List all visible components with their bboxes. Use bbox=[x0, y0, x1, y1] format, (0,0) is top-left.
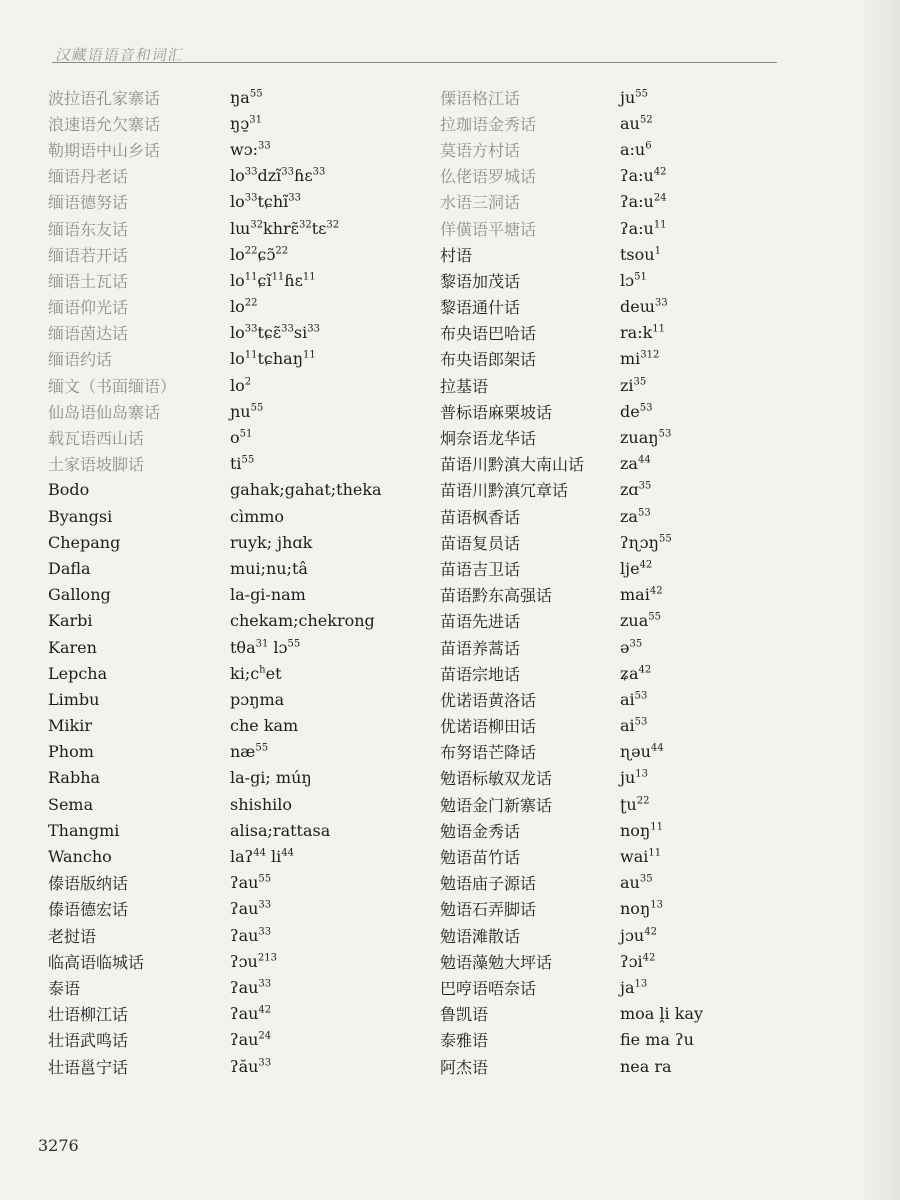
word-form: $za^{44}$ bbox=[620, 454, 651, 474]
language-name: 莫语方村话 bbox=[440, 140, 521, 160]
language-name: 勉语石弄脚话 bbox=[440, 900, 537, 920]
entry-row bbox=[48, 922, 428, 948]
word-form: $lo^{33}tɕhĩ^{33}$ bbox=[230, 192, 302, 212]
language-name: Bodo bbox=[48, 480, 90, 500]
language-name: 优诺语柳田话 bbox=[440, 717, 537, 737]
language-name: 泰语 bbox=[48, 978, 81, 998]
word-form: tsou$^1$ bbox=[620, 244, 661, 264]
entry-row bbox=[440, 817, 820, 843]
language-name: 布央语巴哈话 bbox=[440, 324, 537, 344]
entry-row bbox=[440, 84, 820, 110]
entry-row bbox=[440, 267, 820, 293]
language-name: 勉语苗竹话 bbox=[440, 848, 521, 868]
language-name: 苗语枫香话 bbox=[440, 507, 521, 527]
language-name: 缅语土瓦话 bbox=[48, 271, 129, 291]
page-number: 3276 bbox=[38, 1136, 79, 1155]
language-name: 佯僙语平塘话 bbox=[440, 219, 537, 239]
word-form: deɯ$^{33}$ bbox=[620, 297, 668, 317]
word-form: $ʔa:u^{42}$ bbox=[620, 166, 667, 186]
language-name: Byangsi bbox=[48, 506, 113, 526]
language-name: 苗语先进话 bbox=[440, 612, 521, 632]
language-name: 拉珈语金秀话 bbox=[440, 114, 537, 134]
language-name: Lepcha bbox=[48, 663, 108, 683]
entry-row bbox=[48, 817, 428, 843]
word-form: $næ^{55}$ bbox=[230, 742, 269, 762]
entry-row bbox=[48, 215, 428, 241]
entry-row bbox=[440, 634, 820, 660]
entry-row bbox=[48, 974, 428, 1000]
entry-row bbox=[440, 843, 820, 869]
entry-row bbox=[48, 136, 428, 162]
entry-row bbox=[48, 451, 428, 477]
word-form: ruyk; jhɑk bbox=[230, 532, 313, 552]
entry-row bbox=[48, 372, 428, 398]
word-form: laʔ$^{44}$ $li^{44}$ bbox=[230, 847, 295, 867]
word-form: che kam bbox=[230, 716, 299, 736]
entry-row bbox=[48, 739, 428, 765]
language-name: 泰雅语 bbox=[440, 1031, 489, 1051]
word-form: $ju^{13}$ bbox=[620, 768, 648, 788]
word-form: $mi^{312}$ bbox=[620, 349, 660, 369]
language-name: 勉语标敏双龙话 bbox=[440, 769, 553, 789]
language-name: 阿杰语 bbox=[440, 1057, 489, 1077]
language-name: 壮语武鸣话 bbox=[48, 1031, 129, 1051]
entry-row bbox=[440, 608, 820, 634]
entry-row bbox=[48, 241, 428, 267]
word-form: $lo^{22}$ bbox=[230, 297, 258, 317]
word-form: $ai^{53}$ bbox=[620, 689, 648, 709]
word-form: fie ma ʔu bbox=[620, 1030, 694, 1050]
entry-row bbox=[440, 241, 820, 267]
word-form: $a:u^6$ bbox=[620, 139, 652, 159]
word-form: ʔău$^{33}$ bbox=[230, 1056, 272, 1076]
left-column bbox=[48, 84, 428, 1079]
word-form: $au^{52}$ bbox=[620, 113, 653, 133]
header-rule bbox=[52, 62, 777, 63]
entry-row bbox=[440, 398, 820, 424]
entry-row bbox=[48, 713, 428, 739]
word-form: ʑa$^{42}$ bbox=[620, 663, 652, 683]
language-name: 苗语黔东高强话 bbox=[440, 586, 553, 606]
entry-row bbox=[440, 529, 820, 555]
entry-row bbox=[48, 686, 428, 712]
word-form: ʔɔi$^{42}$ bbox=[620, 951, 656, 971]
language-name: 黎语加茂话 bbox=[440, 271, 521, 291]
word-form: ʈu$^{22}$ bbox=[620, 794, 650, 814]
language-name: 缅语若开话 bbox=[48, 245, 129, 265]
entry-row bbox=[48, 529, 428, 555]
word-form: $o^{51}$ bbox=[230, 428, 253, 448]
word-form: tθa$^{31}$ lɔ$^{55}$ bbox=[230, 637, 301, 657]
entry-row bbox=[48, 791, 428, 817]
entry-row bbox=[440, 948, 820, 974]
language-name: 傣语版纳话 bbox=[48, 874, 129, 894]
entry-row bbox=[48, 320, 428, 346]
language-name: 缅语仰光话 bbox=[48, 298, 129, 318]
language-name: Gallong bbox=[48, 585, 111, 605]
entry-row bbox=[440, 555, 820, 581]
entry-row bbox=[440, 320, 820, 346]
word-form: $lo^{22}ɕɔ̃^{22}$ bbox=[230, 244, 289, 264]
language-name: 仫佬语罗城话 bbox=[440, 167, 537, 187]
entry-row bbox=[440, 974, 820, 1000]
word-form: alisa;rattasa bbox=[230, 820, 331, 840]
entry-row bbox=[440, 503, 820, 529]
word-form: cìmmo bbox=[230, 506, 285, 526]
word-form: ɲu$^{55}$ bbox=[230, 401, 264, 421]
word-form: la-gi; múŋ bbox=[230, 768, 312, 788]
word-form: shishilo bbox=[230, 794, 293, 814]
entry-row bbox=[440, 739, 820, 765]
language-name: Wancho bbox=[48, 847, 112, 867]
word-form: ŋɔ̱$^{31}$ bbox=[230, 113, 262, 133]
word-form: $lo^{11}tɕhaŋ^{11}$ bbox=[230, 349, 316, 369]
word-form: $lo^{11}ɕĩ^{11}ɦɛ^{11}$ bbox=[230, 270, 316, 290]
word-form: lɯ$^{32}$khrɛ̃$^{32}$tɛ$^{32}$ bbox=[230, 218, 340, 238]
language-name: 布努语芒降话 bbox=[440, 743, 537, 763]
word-form: lɔ$^{51}$ bbox=[620, 270, 647, 290]
word-form: zɑ$^{35}$ bbox=[620, 480, 652, 500]
entry-row bbox=[440, 686, 820, 712]
language-name: 傣语德宏话 bbox=[48, 900, 129, 920]
word-form: gahak;gahat;theka bbox=[230, 480, 382, 500]
language-name: 鲁凯语 bbox=[440, 1005, 489, 1025]
word-form: $lo^{33}tɕɛ̃^{33}si^{33}$ bbox=[230, 323, 320, 343]
word-form: mui;nu;tâ bbox=[230, 558, 308, 578]
language-name: 布央语郎架话 bbox=[440, 350, 537, 370]
entry-row bbox=[48, 503, 428, 529]
entry-row bbox=[440, 294, 820, 320]
language-name: 缅语茵达话 bbox=[48, 324, 129, 344]
entry-row bbox=[440, 346, 820, 372]
entry-row bbox=[440, 477, 820, 503]
word-form: chekam;chekrong bbox=[230, 611, 375, 631]
language-name: 水语三洞话 bbox=[440, 193, 521, 213]
entry-row bbox=[48, 1027, 428, 1053]
entry-row bbox=[440, 1053, 820, 1079]
entry-row bbox=[440, 922, 820, 948]
word-form: $lo^2$ bbox=[230, 375, 252, 395]
word-form: nea ra bbox=[620, 1056, 672, 1076]
language-name: 勉语金门新寨话 bbox=[440, 795, 553, 815]
entry-row bbox=[440, 424, 820, 450]
entry-row bbox=[48, 84, 428, 110]
entry-row bbox=[440, 582, 820, 608]
entry-row bbox=[48, 346, 428, 372]
entry-row bbox=[48, 896, 428, 922]
running-header: 汉藏语语音和词汇 bbox=[54, 46, 186, 64]
word-form: pɔŋma bbox=[230, 689, 285, 709]
language-name: Sema bbox=[48, 794, 94, 814]
entry-row bbox=[48, 110, 428, 136]
word-form: moa ḽi kay bbox=[620, 1004, 704, 1024]
word-form: noŋ$^{11}$ bbox=[620, 820, 663, 840]
word-form: ə$^{35}$ bbox=[620, 637, 643, 657]
entry-row bbox=[440, 163, 820, 189]
word-form: $ʔa:u^{24}$ bbox=[620, 192, 667, 212]
entry-row bbox=[48, 424, 428, 450]
language-name: 拉基语 bbox=[440, 376, 489, 396]
language-name: 苗语吉卫话 bbox=[440, 559, 521, 579]
language-name: 巴哼语唔奈话 bbox=[440, 978, 537, 998]
word-form: ʔau$^{24}$ bbox=[230, 1030, 272, 1050]
entry-row bbox=[48, 163, 428, 189]
entry-row bbox=[48, 765, 428, 791]
entry-row bbox=[440, 896, 820, 922]
language-name: 缅语德努话 bbox=[48, 193, 129, 213]
entry-row bbox=[440, 136, 820, 162]
word-form: $ra:k^{11}$ bbox=[620, 323, 666, 343]
language-name: Mikir bbox=[48, 716, 92, 736]
entry-row bbox=[440, 189, 820, 215]
language-name: 缅语丹老话 bbox=[48, 167, 129, 187]
word-form: $ai^{53}$ bbox=[620, 716, 648, 736]
language-name: 缅语东友话 bbox=[48, 219, 129, 239]
language-name: Karbi bbox=[48, 611, 93, 631]
entry-row bbox=[48, 294, 428, 320]
word-form: $ŋa^{55}$ bbox=[230, 87, 263, 107]
entry-row bbox=[48, 555, 428, 581]
word-form: ʔɳɔŋ$^{55}$ bbox=[620, 532, 672, 552]
language-name: 苗语川黔滇大南山话 bbox=[440, 455, 585, 475]
language-name: 老挝语 bbox=[48, 926, 97, 946]
word-form: wɔ:$^{33}$ bbox=[230, 139, 271, 159]
word-form: ʔau$^{33}$ bbox=[230, 899, 272, 919]
entry-row bbox=[48, 477, 428, 503]
entry-row bbox=[440, 1027, 820, 1053]
word-form: $ja^{13}$ bbox=[620, 977, 648, 997]
entry-row bbox=[48, 189, 428, 215]
entry-row bbox=[440, 660, 820, 686]
entry-row bbox=[440, 765, 820, 791]
entry-row bbox=[48, 582, 428, 608]
language-name: 勒期语中山乡话 bbox=[48, 140, 161, 160]
language-name: 波拉语孔家寨话 bbox=[48, 88, 161, 108]
entry-row bbox=[440, 110, 820, 136]
entry-row bbox=[48, 1053, 428, 1079]
language-name: 浪速语允欠寨话 bbox=[48, 114, 161, 134]
word-form: mai$^{42}$ bbox=[620, 585, 663, 605]
word-form: ʔau$^{55}$ bbox=[230, 873, 272, 893]
word-form: $ki;c^het$ bbox=[230, 663, 282, 683]
language-name: 普标语麻栗坡话 bbox=[440, 402, 553, 422]
language-name: 傈语格江话 bbox=[440, 88, 521, 108]
word-form: $zi^{35}$ bbox=[620, 375, 647, 395]
word-form: $lo^{33}dzĩ^{33}ɦɛ^{33}$ bbox=[230, 166, 326, 186]
entry-row bbox=[48, 843, 428, 869]
language-name: Phom bbox=[48, 742, 94, 762]
language-name: Limbu bbox=[48, 689, 100, 709]
entry-row bbox=[440, 791, 820, 817]
word-form: wai$^{11}$ bbox=[620, 847, 662, 867]
language-name: 炯奈语龙华话 bbox=[440, 429, 537, 449]
entry-row bbox=[48, 634, 428, 660]
language-name: 勉语藻勉大坪话 bbox=[440, 952, 553, 972]
language-name: Chepang bbox=[48, 532, 121, 552]
word-form: $de^{53}$ bbox=[620, 401, 653, 421]
language-name: 缅语约话 bbox=[48, 350, 113, 370]
language-name: 缅文（书面缅语） bbox=[48, 376, 177, 396]
word-form: $ju^{55}$ bbox=[620, 87, 648, 107]
word-form: zuaŋ$^{53}$ bbox=[620, 428, 672, 448]
entry-row bbox=[48, 1001, 428, 1027]
language-name: 临高语临城话 bbox=[48, 952, 145, 972]
entry-row bbox=[48, 398, 428, 424]
word-form: zua$^{55}$ bbox=[620, 611, 662, 631]
language-name: 勉语金秀话 bbox=[440, 821, 521, 841]
language-name: 苗语复员话 bbox=[440, 533, 521, 553]
entry-row bbox=[440, 451, 820, 477]
word-form: ɳəu$^{44}$ bbox=[620, 742, 664, 762]
entry-row bbox=[48, 660, 428, 686]
language-name: Thangmi bbox=[48, 820, 120, 840]
word-form: la-gi-nam bbox=[230, 585, 306, 605]
language-name: 村语 bbox=[440, 245, 473, 265]
language-name: Dafla bbox=[48, 558, 91, 578]
language-name: 壮语柳江话 bbox=[48, 1005, 129, 1025]
language-name: Karen bbox=[48, 637, 97, 657]
language-name: 苗语川黔滇冗章话 bbox=[440, 481, 569, 501]
entry-row bbox=[440, 215, 820, 241]
language-name: 苗语宗地话 bbox=[440, 664, 521, 684]
language-name: 黎语通什话 bbox=[440, 298, 521, 318]
word-form: $ʔa:u^{11}$ bbox=[620, 218, 667, 238]
page-edge-shadow bbox=[860, 0, 900, 1200]
word-form: $ti^{55}$ bbox=[230, 454, 255, 474]
entry-row bbox=[440, 870, 820, 896]
word-form: $za^{53}$ bbox=[620, 506, 651, 526]
entry-row bbox=[440, 372, 820, 398]
word-form: ʔau$^{42}$ bbox=[230, 1004, 272, 1024]
word-form: $au^{35}$ bbox=[620, 873, 653, 893]
word-form: ʔau$^{33}$ bbox=[230, 925, 272, 945]
language-name: Rabha bbox=[48, 768, 101, 788]
language-name: 勉语滩散话 bbox=[440, 926, 521, 946]
entry-row bbox=[440, 713, 820, 739]
entry-row bbox=[48, 870, 428, 896]
entry-row bbox=[440, 1001, 820, 1027]
word-form: ʔau$^{33}$ bbox=[230, 977, 272, 997]
entry-row bbox=[48, 608, 428, 634]
word-form: noŋ$^{13}$ bbox=[620, 899, 663, 919]
language-name: 壮语邕宁话 bbox=[48, 1057, 129, 1077]
entry-row bbox=[48, 948, 428, 974]
language-name: 仙岛语仙岛寨话 bbox=[48, 402, 161, 422]
word-form: ʔɔu$^{213}$ bbox=[230, 951, 277, 971]
entry-row bbox=[48, 267, 428, 293]
word-form: lje$^{42}$ bbox=[620, 558, 653, 578]
language-name: 优诺语黄洛话 bbox=[440, 690, 537, 710]
right-column bbox=[440, 84, 820, 1079]
language-name: 苗语养蒿话 bbox=[440, 638, 521, 658]
word-form: jɔu$^{42}$ bbox=[620, 925, 657, 945]
language-name: 土家语坡脚话 bbox=[48, 455, 145, 475]
language-name: 勉语庙子源话 bbox=[440, 874, 537, 894]
language-name: 载瓦语西山话 bbox=[48, 429, 145, 449]
